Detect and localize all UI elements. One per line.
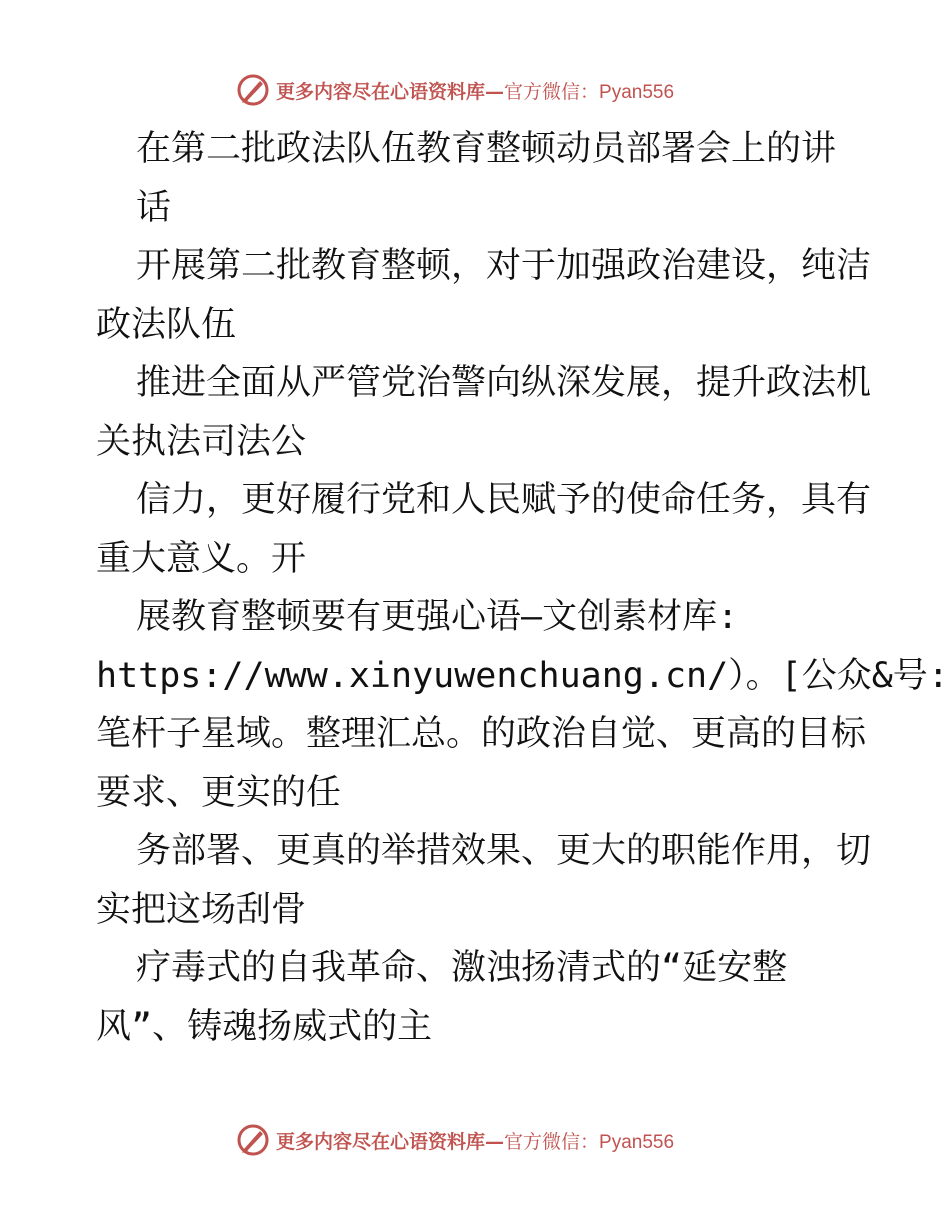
quill-logo-icon [236,1123,270,1157]
text-line: 实把这场刮骨 [96,889,307,930]
footer-banner [236,1122,674,1158]
text-line: 风”、铸魂扬威式的主 [96,1006,433,1047]
text-line: 重大意义。开 [96,538,307,579]
banner-text [276,77,674,104]
text-line: 话 [136,187,172,228]
quill-logo-icon [236,73,270,107]
text-line: 开展第二批教育整顿，对于加强政治建设，纯洁 [136,246,872,286]
banner-text [276,1127,674,1154]
banner-slogan: 更多内容尽在心语资料库— [276,1130,505,1153]
banner-slogan: 更多内容尽在心语资料库— [276,80,505,103]
text-line: 展教育整顿要有更强心语—文创素材库: [136,597,739,637]
text-line: 要求、更实的任 [96,772,342,813]
text-line: 疗毒式的自我革命、激浊扬清式的“延安整 [136,948,788,988]
banner-wechat: 官方微信：Pyan556 [504,1131,675,1153]
text-line: 务部署、更真的举措效果、更大的职能作用，切 [136,831,872,871]
text-line: 关执法司法公 [96,421,307,462]
text-line: 推进全面从严管党治警向纵深发展，提升政法机 [136,363,872,403]
header-banner [236,72,674,108]
text-line: 政法队伍 [96,304,237,345]
banner-wechat: 官方微信：Pyan556 [504,81,675,103]
text-line: 笔杆子星域。整理汇总。的政治自觉、更高的目标 [96,714,867,754]
document-body [96,120,949,1056]
text-line: 在第二批政法队伍教育整顿动员部署会上的讲 [136,129,837,169]
url-line: https://www.xinyuwenchuang.cn/）。[公众&号: [96,655,949,696]
text-line: 信力，更好履行党和人民赋予的使命任务，具有 [136,480,872,520]
